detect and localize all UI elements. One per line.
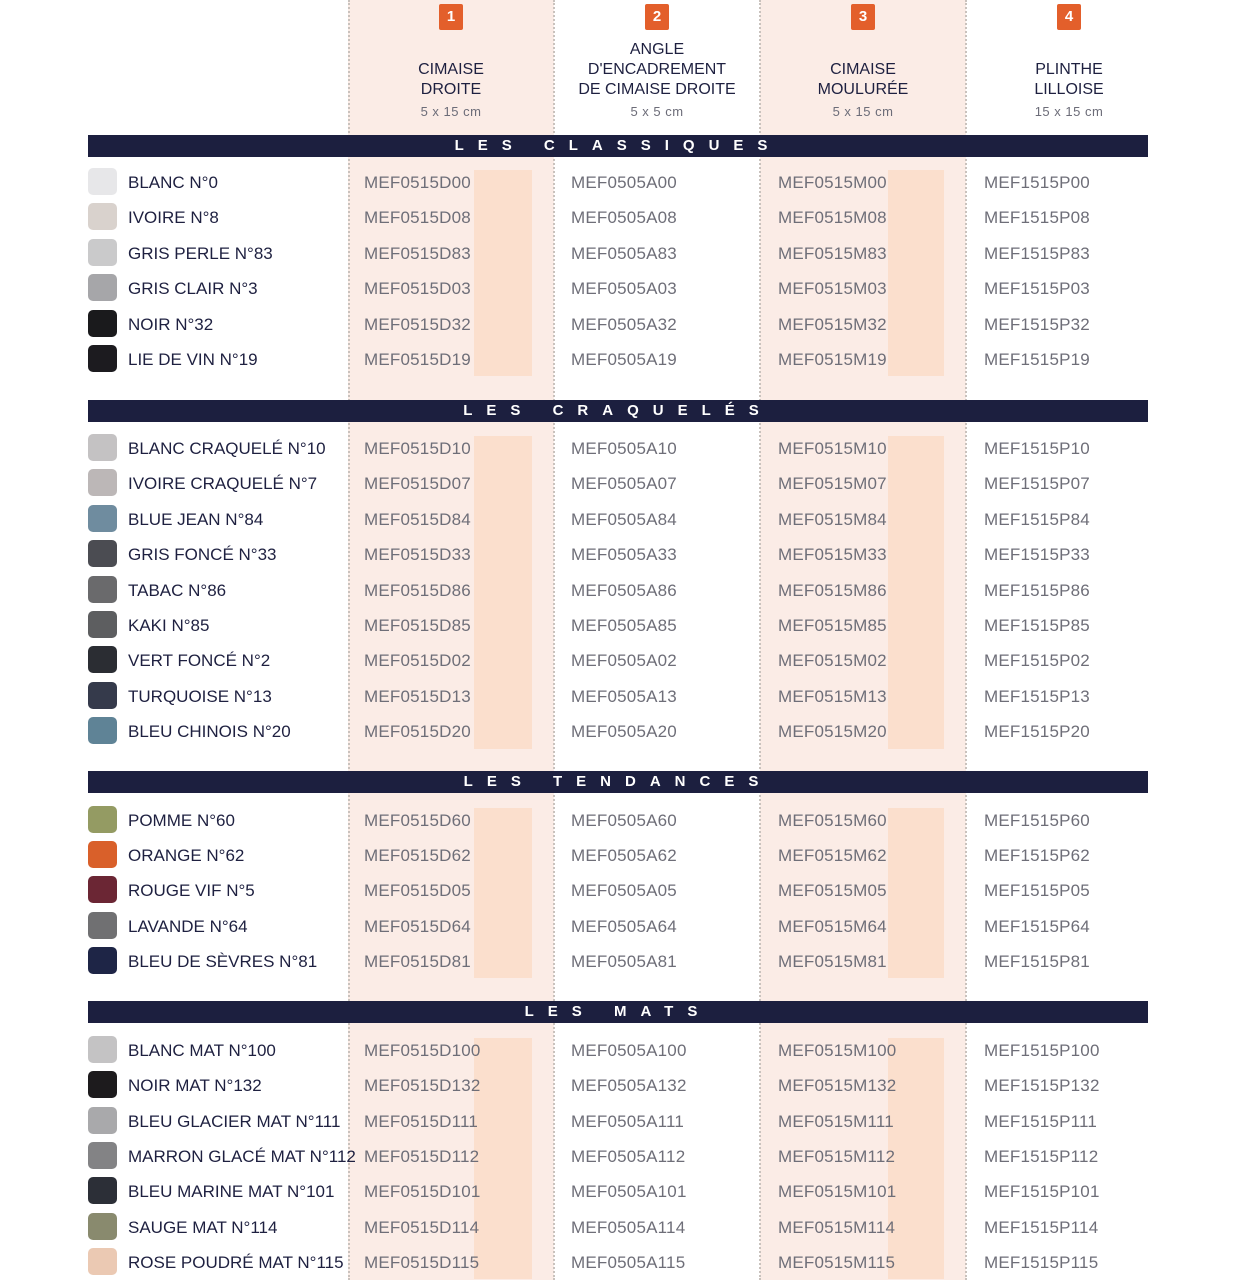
product-code: MEF0515M60 [778,811,887,830]
code-highlight-panel [474,170,532,376]
product-code: MEF0505A112 [571,1146,686,1166]
product-code: MEF0505A60 [571,811,677,830]
product-code: MEF0515M62 [778,846,887,866]
column-title [348,60,554,100]
color-name: BLUE JEAN N°84 [128,509,264,529]
product-code: MEF0505A100 [571,1041,687,1060]
product-code: MEF0515D10 [364,439,471,458]
product-code: MEF0515M19 [778,350,887,369]
product-code: MEF1515P00 [984,173,1090,192]
product-code: MEF1515P13 [984,686,1090,706]
product-code: MEF0515M114 [778,1217,896,1237]
product-code: MEF1515P85 [984,616,1090,635]
column-title-line: D'ENCADREMENT [587,61,727,78]
product-code: MEF0505A02 [571,651,677,671]
product-code: MEF0505A10 [571,439,677,458]
product-code: MEF0505A83 [571,243,677,263]
color-swatch [88,611,117,638]
product-code: MEF1515P81 [984,951,1090,971]
color-name: GRIS CLAIR N°3 [128,279,258,299]
product-code: MEF1515P60 [984,811,1090,830]
product-code: MEF0515D33 [364,545,471,565]
color-name: ROSE POUDRÉ MAT N°115 [128,1252,344,1272]
color-swatch [88,274,117,301]
color-name: NOIR MAT N°132 [128,1076,262,1096]
product-code: MEF0515D86 [364,580,471,600]
product-code: MEF0515D19 [364,350,471,369]
color-swatch [88,434,117,461]
product-code: MEF0515D81 [364,951,471,971]
column-number-badge: 4 [1057,4,1081,30]
column-divider [965,0,967,1280]
product-code: MEF0515M83 [778,243,887,263]
color-swatch [88,806,117,833]
color-name: ROUGE VIF N°5 [128,881,255,901]
product-code: MEF0515M86 [778,580,887,600]
color-swatch [88,345,117,372]
section-title-bar: LES TENDANCES [88,771,1148,793]
color-swatch [88,576,117,603]
product-code: MEF0505A00 [571,173,677,192]
product-code: MEF0515D00 [364,173,471,192]
product-code: MEF1515P32 [984,314,1090,334]
color-name: KAKI N°85 [128,616,210,635]
product-code: MEF0515D101 [364,1182,481,1202]
product-code: MEF0505A62 [571,846,677,866]
product-code: MEF0515M00 [778,173,887,192]
product-code: MEF0515D02 [364,651,471,671]
product-code: MEF0515M32 [778,314,887,334]
color-swatch [88,310,117,337]
color-name: LIE DE VIN N°19 [128,350,258,369]
color-swatch [88,505,117,532]
color-swatch [88,168,117,195]
color-name: BLANC CRAQUELÉ N°10 [128,439,326,458]
column-title-line: DROITE [420,81,482,98]
color-name: BLEU CHINOIS N°20 [128,722,291,742]
color-name: TURQUOISE N°13 [128,686,272,706]
product-code: MEF0505A05 [571,881,677,901]
column-title-line: CIMAISE [830,61,896,78]
product-code: MEF0515M03 [778,279,887,299]
column-title [760,60,966,100]
product-code: MEF0515M115 [778,1252,896,1272]
product-code: MEF1515P115 [984,1252,1099,1272]
column-number-badge: 3 [851,4,875,30]
product-code: MEF0505A111 [571,1111,685,1131]
color-swatch [88,841,117,868]
product-code: MEF0505A81 [571,951,677,971]
product-code: MEF0515M84 [778,509,887,529]
column-number-badge: 2 [645,4,669,30]
color-name: GRIS PERLE N°83 [128,243,273,263]
color-name: BLEU GLACIER MAT N°111 [128,1111,341,1131]
product-code: MEF0515M10 [778,439,887,458]
product-code: MEF1515P112 [984,1146,1099,1166]
product-code: MEF0515M20 [778,722,887,742]
column-number-badge: 1 [439,4,463,30]
column-divider [553,0,555,1280]
section-title-bar: LES CLASSIQUES [88,135,1148,157]
product-code: MEF0515M101 [778,1182,897,1202]
product-code: MEF0505A115 [571,1252,686,1272]
product-code: MEF1515P62 [984,846,1090,866]
code-highlight-panel [888,808,944,978]
product-code: MEF0515M111 [778,1111,894,1131]
product-code: MEF0505A84 [571,509,677,529]
color-name: BLANC MAT N°100 [128,1041,276,1060]
color-swatch [88,1177,117,1204]
column-dimensions: 5 x 15 cm [420,104,482,119]
product-code: MEF1515P111 [984,1111,1098,1131]
product-code: MEF1515P03 [984,279,1090,299]
product-code: MEF1515P08 [984,208,1090,228]
code-highlight-panel [888,436,944,749]
product-code: MEF0515M13 [778,686,887,706]
product-code: MEF0515M08 [778,208,887,228]
color-swatch [88,876,117,903]
product-code: MEF0515D05 [364,881,471,901]
color-swatch [88,469,117,496]
color-swatch [88,947,117,974]
column-dimensions: 5 x 5 cm [630,104,684,119]
product-code: MEF1515P132 [984,1076,1100,1096]
section-title-bar: LES CRAQUELÉS [88,400,1148,422]
product-code: MEF0515M81 [778,951,887,971]
product-code: MEF0515M100 [778,1041,897,1060]
color-name: ORANGE N°62 [128,846,245,866]
product-code: MEF0515D13 [364,686,471,706]
code-highlight-panel [474,436,532,749]
color-name: POMME N°60 [128,811,235,830]
product-code: MEF0505A19 [571,350,677,369]
product-code: MEF0515M07 [778,474,887,494]
product-code: MEF0505A03 [571,279,677,299]
product-code: MEF0515D08 [364,208,471,228]
product-code: MEF0505A132 [571,1076,687,1096]
product-code: MEF1515P84 [984,509,1090,529]
column-title-line: ANGLE [629,41,685,58]
column-title-line: LILLOISE [1034,81,1104,98]
color-swatch [88,1107,117,1134]
product-code: MEF1515P86 [984,580,1090,600]
column-dimensions: 15 x 15 cm [1034,104,1104,119]
column-title [554,40,760,100]
product-code: MEF0515D84 [364,509,471,529]
product-code: MEF0515D111 [364,1111,479,1131]
color-swatch [88,1142,117,1169]
color-name: BLEU MARINE MAT N°101 [128,1182,335,1202]
product-code: MEF0505A13 [571,686,677,706]
column-title [966,60,1172,100]
product-code: MEF0515M132 [778,1076,897,1096]
product-code: MEF0505A85 [571,616,677,635]
product-code: MEF0515D83 [364,243,471,263]
product-code: MEF0515M33 [778,545,887,565]
product-code: MEF0505A86 [571,580,677,600]
color-swatch [88,1071,117,1098]
color-swatch [88,1248,117,1275]
product-code: MEF0515M02 [778,651,887,671]
product-code: MEF0505A07 [571,474,677,494]
product-code: MEF0515D114 [364,1217,480,1237]
product-code: MEF0515D115 [364,1252,480,1272]
product-code: MEF0515D85 [364,616,471,635]
code-highlight-panel [888,1038,944,1279]
color-swatch [88,203,117,230]
color-swatch [88,540,117,567]
color-swatch [88,912,117,939]
color-name: NOIR N°32 [128,314,214,334]
product-code: MEF0515M05 [778,881,887,901]
column-title-line: DE CIMAISE DROITE [578,81,736,98]
product-code: MEF0515D20 [364,722,471,742]
product-code: MEF1515P05 [984,881,1090,901]
code-highlight-panel [888,170,944,376]
column-header-4 [966,0,1172,130]
code-highlight-panel [474,1038,532,1279]
color-swatch [88,1036,117,1063]
color-name: IVOIRE CRAQUELÉ N°7 [128,474,318,494]
product-code: MEF0505A101 [571,1182,687,1202]
color-name: BLANC N°0 [128,173,218,192]
product-code: MEF1515P02 [984,651,1090,671]
column-divider [348,0,350,1280]
color-name: BLEU DE SÈVRES N°81 [128,951,318,971]
color-swatch [88,717,117,744]
color-name: LAVANDE N°64 [128,916,248,936]
product-code: MEF0505A33 [571,545,677,565]
product-code: MEF0515M112 [778,1146,896,1166]
color-name: SAUGE MAT N°114 [128,1217,278,1237]
product-code: MEF0505A114 [571,1217,686,1237]
product-code: MEF0515D62 [364,846,471,866]
product-code: MEF0515M64 [778,916,887,936]
product-code: MEF1515P83 [984,243,1090,263]
product-code: MEF0515D64 [364,916,471,936]
product-code: MEF1515P33 [984,545,1090,565]
product-code: MEF0515D03 [364,279,471,299]
product-code: MEF0505A64 [571,916,677,936]
product-code: MEF0515D07 [364,474,471,494]
column-header-2 [554,0,760,130]
column-title-line: MOULURÉE [817,81,909,98]
color-name: MARRON GLACÉ MAT N°112 [128,1146,356,1166]
product-code: MEF0505A08 [571,208,677,228]
product-code: MEF1515P19 [984,350,1090,369]
color-swatch [88,239,117,266]
column-title-line: PLINTHE [1035,61,1103,78]
product-code: MEF0515D132 [364,1076,481,1096]
product-code: MEF1515P101 [984,1182,1100,1202]
product-code: MEF1515P114 [984,1217,1099,1237]
product-code: MEF1515P100 [984,1041,1100,1060]
column-title-line: CIMAISE [418,61,484,78]
product-code: MEF0515D32 [364,314,471,334]
product-code: MEF0505A32 [571,314,677,334]
code-highlight-panel [474,808,532,978]
color-swatch [88,646,117,673]
color-name: VERT FONCÉ N°2 [128,651,271,671]
product-code: MEF0515M85 [778,616,887,635]
color-name: TABAC N°86 [128,580,227,600]
color-name: IVOIRE N°8 [128,208,219,228]
column-dimensions: 5 x 15 cm [832,104,894,119]
product-code: MEF1515P20 [984,722,1090,742]
product-code: MEF0515D100 [364,1041,481,1060]
color-swatch [88,1213,117,1240]
section-title-bar: LES MATS [88,1001,1148,1023]
product-code: MEF0515D112 [364,1146,480,1166]
product-code: MEF1515P10 [984,439,1090,458]
product-code: MEF1515P64 [984,916,1090,936]
column-header-3 [760,0,966,130]
color-swatch [88,682,117,709]
product-code: MEF0505A20 [571,722,677,742]
column-divider [759,0,761,1280]
product-code: MEF0515D60 [364,811,471,830]
product-code: MEF1515P07 [984,474,1090,494]
column-header-1 [348,0,554,130]
color-name: GRIS FONCÉ N°33 [128,545,277,565]
